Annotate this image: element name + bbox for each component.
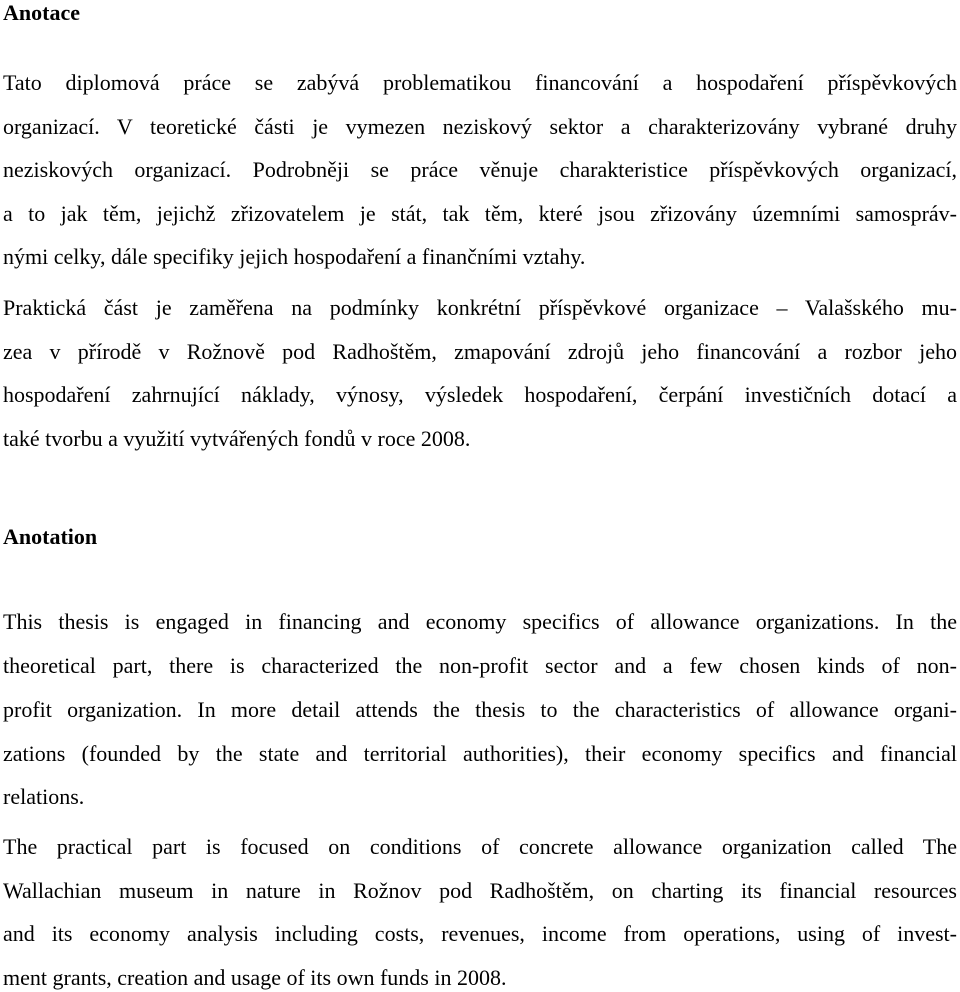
english-line-7: Wallachian museum in nature in Rožnov pod Radhoštěm, on charting its financial resources bbox=[3, 878, 957, 903]
czech-line-8: hospodaření zahrnující náklady, výnosy, výsledek hospodaření, čerpání investičních dotací a bbox=[3, 382, 957, 407]
czech-line-3: neziskových organizací. Podrobněji se práce věnuje charakteristice příspěvkových organizací, bbox=[3, 157, 957, 182]
english-line-2: theoretical part, there is characterized the non-profit sector and a few chosen kinds of non- bbox=[3, 653, 957, 678]
english-line-1: This thesis is engaged in financing and economy specifics of allowance organizations. In the bbox=[3, 609, 957, 634]
czech-line-4: a to jak těm, jejichž zřizovatelem je stát, tak těm, které jsou zřizovány územními samospráv- bbox=[3, 201, 957, 226]
english-line-6: The practical part is focused on conditions of concrete allowance organization called The bbox=[3, 834, 957, 859]
english-line-4: zations (founded by the state and territorial authorities), their economy specifics and financial bbox=[3, 741, 957, 766]
czech-line-7: zea v přírodě v Rožnově pod Radhoštěm, zmapování zdrojů jeho financování a rozbor jeho bbox=[3, 339, 957, 364]
czech-line-5: nými celky, dále specifiky jejich hospodaření a finančními vztahy. bbox=[3, 244, 586, 269]
english-annotation-heading: Anotation bbox=[3, 524, 98, 549]
czech-line-1: Tato diplomová práce se zabývá problematikou financování a hospodaření příspěvkových bbox=[3, 70, 957, 95]
english-line-8: and its economy analysis including costs, revenues, income from operations, using of invest- bbox=[3, 921, 957, 946]
czech-line-9: také tvorbu a využití vytvářených fondů v roce 2008. bbox=[3, 426, 471, 451]
czech-line-2: organizací. V teoretické části je vymezen neziskový sektor a charakterizovány vybrané druhy bbox=[3, 114, 957, 139]
english-line-3: profit organization. In more detail attends the thesis to the characteristics of allowance organi- bbox=[3, 697, 957, 722]
czech-line-6: Praktická část je zaměřena na podmínky konkrétní příspěvkové organizace – Valašského mu- bbox=[3, 295, 957, 320]
english-line-5: relations. bbox=[3, 784, 85, 809]
czech-annotation-heading: Anotace bbox=[3, 0, 80, 25]
english-line-9: ment grants, creation and usage of its own funds in 2008. bbox=[3, 965, 507, 990]
